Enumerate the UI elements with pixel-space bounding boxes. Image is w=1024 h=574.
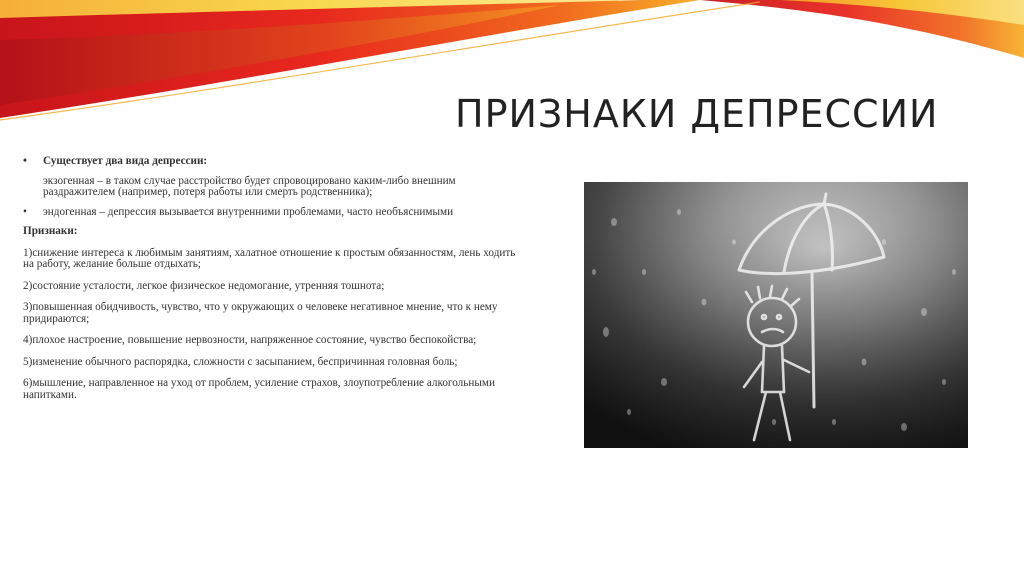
sign-item: 6)мышление, направленное на уход от проблем, усиление страхов, злоупотребление алкогольными напитками. <box>23 377 495 401</box>
slide-body <box>23 156 528 401</box>
sign-item: 3)повышенная обидчивость, чувство, что у окружающих о человеке негативное мнение, что к нему придираются; <box>23 301 498 325</box>
intro-text: Существует два вида депрессии: <box>43 155 208 167</box>
bullet-marker: • <box>23 205 27 218</box>
sign-item: 5)изменение обычного распорядка, сложности с засыпанием, беспричинная головная боль; <box>23 355 458 368</box>
rainy-window-umbrella-figure-image <box>584 182 968 448</box>
sign-item: 2)состояние усталости, легкое физическое недомогание, утренняя тошнота; <box>23 279 385 292</box>
endogenous-text: эндогенная – депрессия вызывается внутренними проблемами, часто необъяснимыми <box>43 205 454 218</box>
bullet-endogenous <box>23 207 528 219</box>
bullet-marker: • <box>23 155 27 167</box>
bullet-intro <box>23 156 528 168</box>
signs-heading: Признаки: <box>23 225 78 237</box>
sign-item: 4)плохое настроение, повышение нервозности, напряженное состояние, чувство беспокойства; <box>23 334 477 346</box>
sign-item: 1)снижение интереса к любимым занятиям, халатное отношение к простым обязанностям, лень ходить на работу, желание больше отдыхать; <box>23 246 516 270</box>
exogenous-text: экзогенная – в таком случае расстройство будет спровоцировано каким-либо внешним раздражителем (например, потеря работы или смерть родственника); <box>43 174 456 198</box>
slide-title: ПРИЗНАКИ ДЕПРЕССИИ <box>455 92 939 136</box>
